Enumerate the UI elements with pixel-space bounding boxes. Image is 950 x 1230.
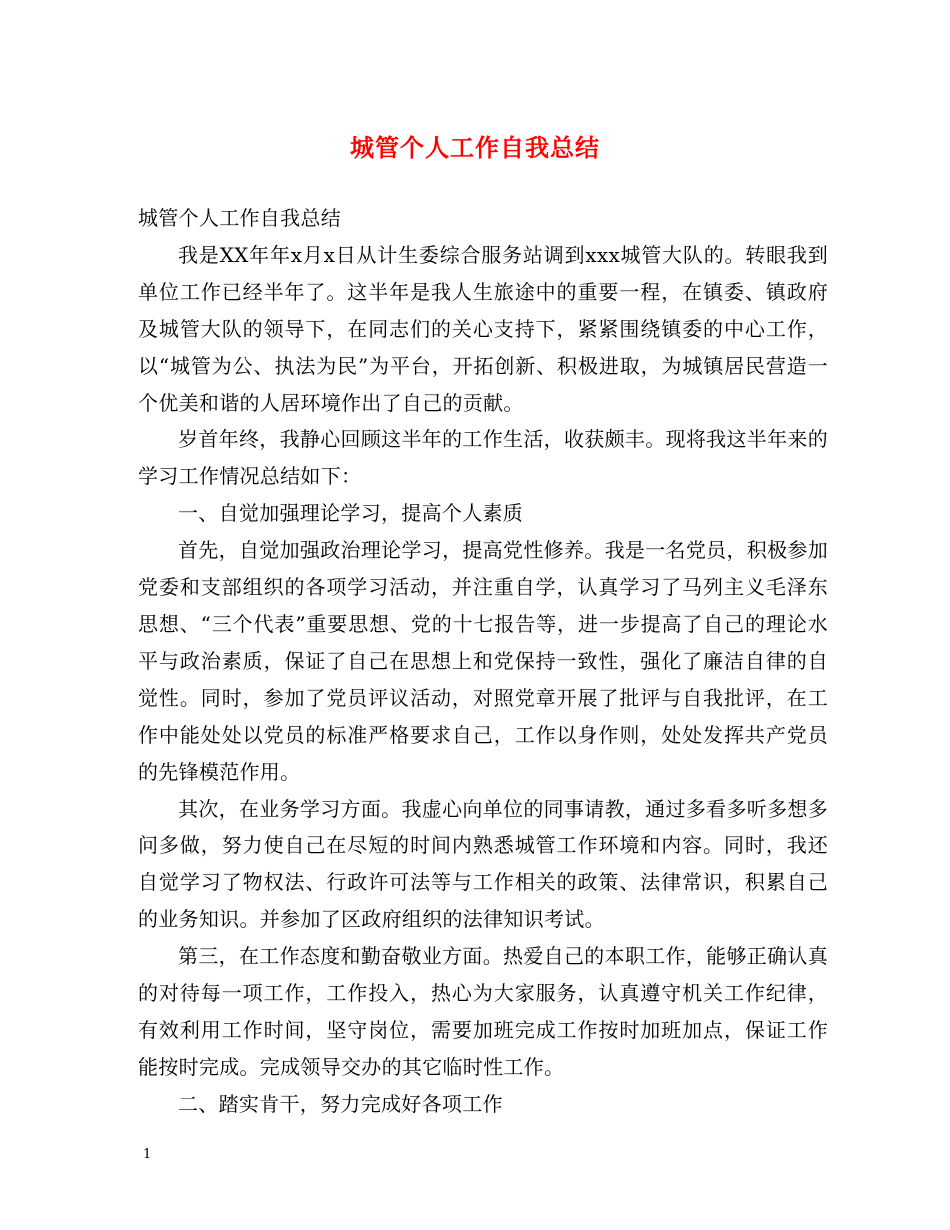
- document-body: [138, 200, 828, 1123]
- paragraph: 第三，在工作态度和勤奋敬业方面。热爱自己的本职工作，能够正确认真的对待每一项工作，工作投入，热心为大家服务，认真遵守机关工作纪律，有效利用工作时间，坚守岗位，需要加班完成工作按时加班加点，保证工作能按时完成。完成领导交办的其它临时性工作。: [138, 944, 828, 1079]
- paragraph: 首先，自觉加强政治理论学习，提高党性修养。我是一名党员，积极参加党委和支部组织的各项学习活动，并注重自学，认真学习了马列主义毛泽东思想、“三个代表”重要思想、党的十七报告等，进一步提高了自己的理论水平与政治素质，保证了自己在思想上和党保持一致性，强化了廉洁自律的自觉性。同时，参加了党员评议活动，对照党章开展了批评与自我批评，在工作中能处处以党员的标准严格要求自己，工作以身作则，处处发挥共产党员的先锋模范作用。: [138, 538, 828, 784]
- paragraph: 二、踏实肯干，努力完成好各项工作: [178, 1091, 503, 1116]
- document-title: 城管个人工作自我总结: [350, 133, 600, 162]
- document-subtitle: 城管个人工作自我总结: [138, 206, 341, 230]
- paragraph: 一、自觉加强理论学习，提高个人素质: [178, 501, 524, 526]
- paragraph: 岁首年终，我静心回顾这半年的工作生活，收获颇丰。现将我这半年来的学习工作情况总结如下：: [138, 427, 828, 489]
- page-number: 1: [143, 1147, 152, 1162]
- paragraph: 其次，在业务学习方面。我虚心向单位的同事请教，通过多看多听多想多问多做，努力使自己在尽短的时间内熟悉城管工作环境和内容。同时，我还自觉学习了物权法、行政许可法等与工作相关的政策、法律常识，积累自己的业务知识。并参加了区政府组织的法律知识考试。: [138, 796, 828, 932]
- paragraph: 我是XX年年x月x日从计生委综合服务站调到xxx城管大队的。转眼我到单位工作已经半年了。这半年是我人生旅途中的重要一程，在镇委、镇政府及城管大队的领导下，在同志们的关心支持下，紧紧围绕镇委的中心工作，以“城管为公、执法为民”为平台，开拓创新、积极进取，为城镇居民营造一个优美和谐的人居环境作出了自己的贡献。: [138, 242, 828, 415]
